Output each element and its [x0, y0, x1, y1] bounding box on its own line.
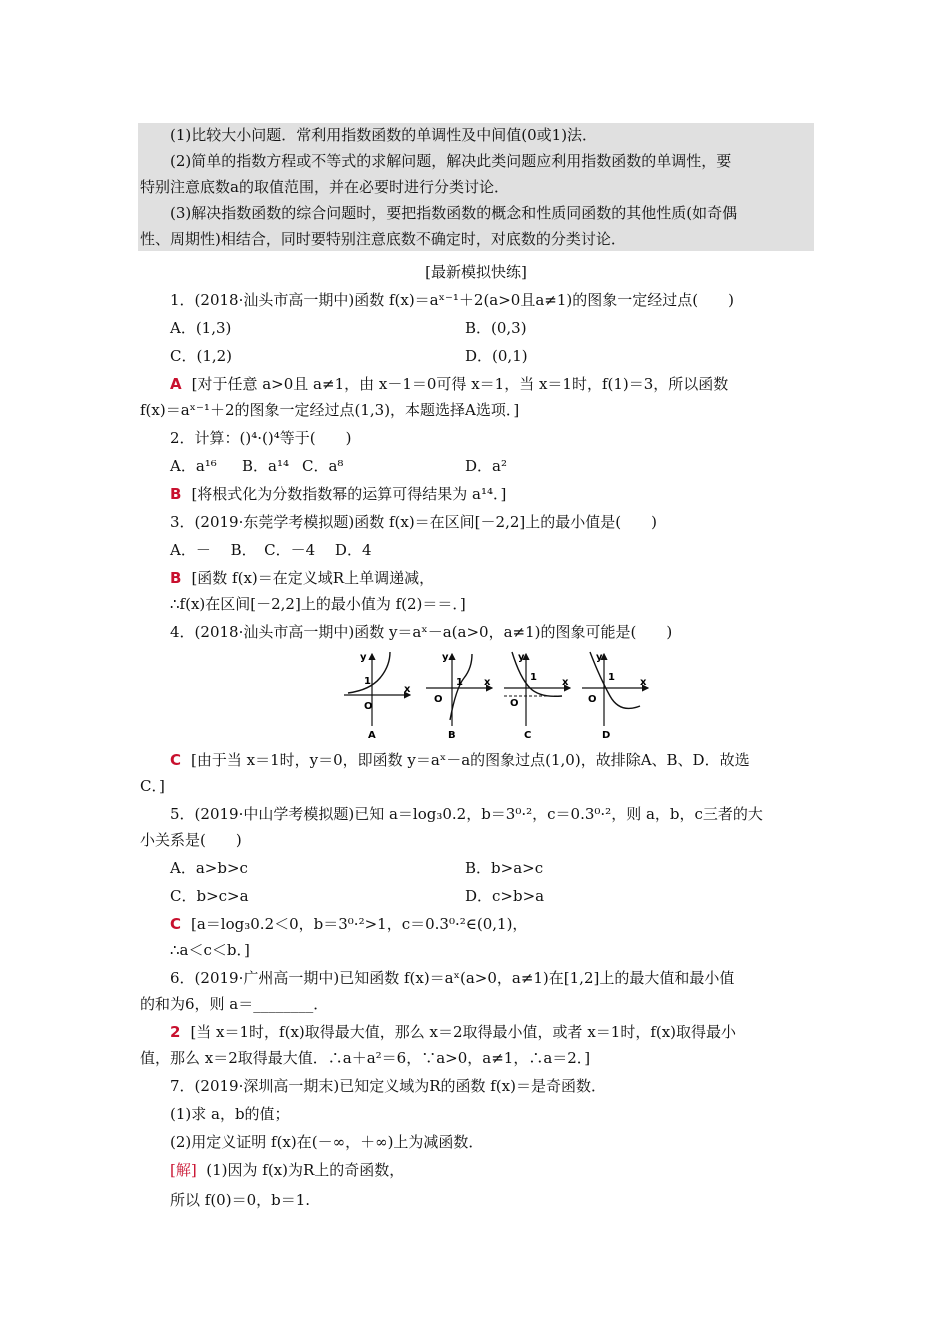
graph-c: [504, 652, 570, 740]
q5-option-b: B．b>a>c: [465, 859, 544, 877]
graph-b-label: B: [448, 730, 456, 740]
q4-answer: C: [170, 751, 182, 769]
q2-option-a: A．a¹⁶: [170, 457, 217, 475]
graph-d-y-label: y: [596, 652, 603, 663]
q5-option-c: C．b>c>a: [170, 887, 249, 905]
tip-1: (1)比较大小问题．常利用指数函数的单调性及中间值(0或1)法．: [170, 126, 598, 144]
q2-option-b: B．a¹⁴: [242, 457, 289, 475]
graph-b-y-label: y: [442, 652, 449, 663]
q1-option-b: B．(0,3): [465, 319, 527, 337]
graph-d-x-label: x: [640, 677, 647, 688]
graph-c-x-label: x: [562, 677, 569, 688]
graph-a-one: 1: [364, 676, 371, 687]
q7-stem: 7．(2019·深圳高一期末)已知定义域为R的函数 f(x)＝是奇函数．: [170, 1077, 606, 1095]
graph-d: [582, 652, 648, 740]
q5-option-d: D．c>b>a: [465, 887, 545, 905]
q1-option-a: A．(1,3): [170, 319, 232, 337]
graph-b: [426, 652, 492, 740]
q6-exp-line2: 值，那么 x＝2取得最大值．∴a＋a²＝6，∵a>0，a≠1，∴a＝2．]: [140, 1049, 591, 1067]
q6-stem-1: 6．(2019·广州高一期中)已知函数 f(x)＝aˣ(a>0，a≠1)在[1,2]上的最大值和最小值: [170, 969, 735, 987]
q5-exp-line2: ∴a＜c＜b．]: [170, 941, 250, 959]
graph-a-y-label: y: [360, 652, 367, 663]
q7-solution-line1: (1)因为 f(x)为R上的奇函数，: [206, 1161, 405, 1179]
q1-explanation: [170, 374, 728, 394]
q5-explanation: [170, 914, 527, 934]
graph-c-one: 1: [530, 672, 537, 683]
q2-option-d: D．a²: [465, 457, 507, 475]
q7-part-1: (1)求 a，b的值；: [170, 1105, 290, 1123]
q6-exp-line1: [当 x＝1时，f(x)取得最大值，那么 x＝2取得最小值，或者 x＝1时，f(x)取得最小: [190, 1023, 737, 1041]
graph-d-label: D: [602, 730, 611, 740]
graph-b-one: 1: [456, 677, 463, 688]
graph-b-x-label: x: [484, 677, 491, 688]
q2-answer: B: [170, 485, 182, 503]
q2-option-c: C．a⁸: [302, 457, 344, 475]
q6-stem-2: 的和为6，则 a＝________．: [140, 995, 329, 1013]
q3-explanation: [170, 568, 434, 588]
q1-option-d: D．(0,1): [465, 347, 528, 365]
q5-stem-1: 5．(2019·中山学考模拟题)已知 a＝log₃0.2，b＝3⁰·²，c＝0.3⁰·²，则 a，b，c三者的大: [170, 805, 763, 823]
tip-3: (3)解决指数函数的综合问题时，要把指数函数的概念和性质同函数的其他性质(如奇偶: [170, 204, 738, 222]
q3-exp-line2: ∴f(x)在区间[－2,2]上的最小值为 f(2)＝＝．]: [170, 595, 466, 613]
q1-stem: 1．(2018·汕头市高一期中)函数 f(x)＝aˣ⁻¹＋2(a>0且a≠1)的图象一定经过点( ): [170, 291, 734, 309]
q1-exp-line2: f(x)＝aˣ⁻¹＋2的图象一定经过点(1,3)，本题选择A选项．]: [140, 401, 520, 419]
tip-2-cont: 特别注意底数a的取值范围，并在必要时进行分类讨论．: [140, 178, 509, 196]
graph-d-origin: O: [588, 694, 597, 705]
tip-3-cont: 性、周期性)相结合，同时要特别注意底数不确定时，对底数的分类讨论．: [140, 230, 626, 248]
graph-a-label: A: [368, 730, 376, 740]
tip-2: (2)简单的指数方程或不等式的求解问题，解决此类问题应利用指数函数的单调性，要: [170, 152, 732, 170]
q5-answer: C: [170, 915, 182, 933]
q2-stem: 2．计算：()⁴·()⁴等于( ): [170, 429, 352, 447]
graph-c-label: C: [524, 730, 532, 740]
graph-a-origin: O: [364, 701, 373, 712]
q4-stem: 4．(2018·汕头市高一期中)函数 y＝aˣ－a(a>0，a≠1)的图象可能是( ): [170, 623, 673, 641]
section-title: [最新模拟快练]: [425, 263, 527, 281]
q4-explanation: [170, 750, 750, 770]
q2-explanation: [170, 484, 506, 504]
q1-answer: A: [170, 375, 182, 393]
q7-solution: [170, 1160, 404, 1180]
graph-c-y-label: y: [518, 652, 525, 663]
q4-exp-line1: [由于当 x＝1时，y＝0，即函数 y＝aˣ－a的图象过点(1,0)，故排除A、B、D．故选: [191, 751, 750, 769]
q5-stem-2: 小关系是( ): [140, 831, 242, 849]
graph-d-one: 1: [608, 672, 615, 683]
graph-a: [344, 652, 411, 740]
q4-exp-line2: C．]: [140, 777, 165, 795]
graph-a-x-label: x: [404, 684, 411, 695]
q5-exp-line1: [a＝log₃0.2＜0，b＝3⁰·²>1，c＝0.3⁰·²∈(0,1)，: [191, 915, 528, 933]
q3-answer: B: [170, 569, 182, 587]
graph-c-origin: O: [510, 698, 519, 709]
q3-stem: 3．(2019·东莞学考模拟题)函数 f(x)＝在区间[－2,2]上的最小值是( ): [170, 513, 657, 531]
q2-exp-line1: [将根式化为分数指数幂的运算可得结果为 a¹⁴．]: [191, 485, 507, 503]
graph-b-origin: O: [434, 694, 443, 705]
q6-answer: 2: [170, 1023, 181, 1041]
q7-solution-label: [解]: [170, 1161, 197, 1179]
q7-part-2: (2)用定义证明 f(x)在(－∞，＋∞)上为减函数．: [170, 1133, 484, 1151]
q5-option-a: A．a>b>c: [170, 859, 248, 877]
q6-explanation: [170, 1022, 736, 1042]
q1-exp-line1: [对于任意 a>0且 a≠1，由 x－1＝0可得 x＝1，当 x＝1时，f(1)＝3，所以函数: [191, 375, 729, 393]
q4-graphs: [340, 648, 650, 740]
q3-exp-line1: [函数 f(x)＝在定义域R上单调递减，: [191, 569, 435, 587]
q1-option-c: C．(1,2): [170, 347, 233, 365]
q3-options: A．－ B． C．－4 D．4: [170, 541, 372, 559]
q7-solution-line2: 所以 f(0)＝0，b＝1.: [170, 1191, 311, 1209]
